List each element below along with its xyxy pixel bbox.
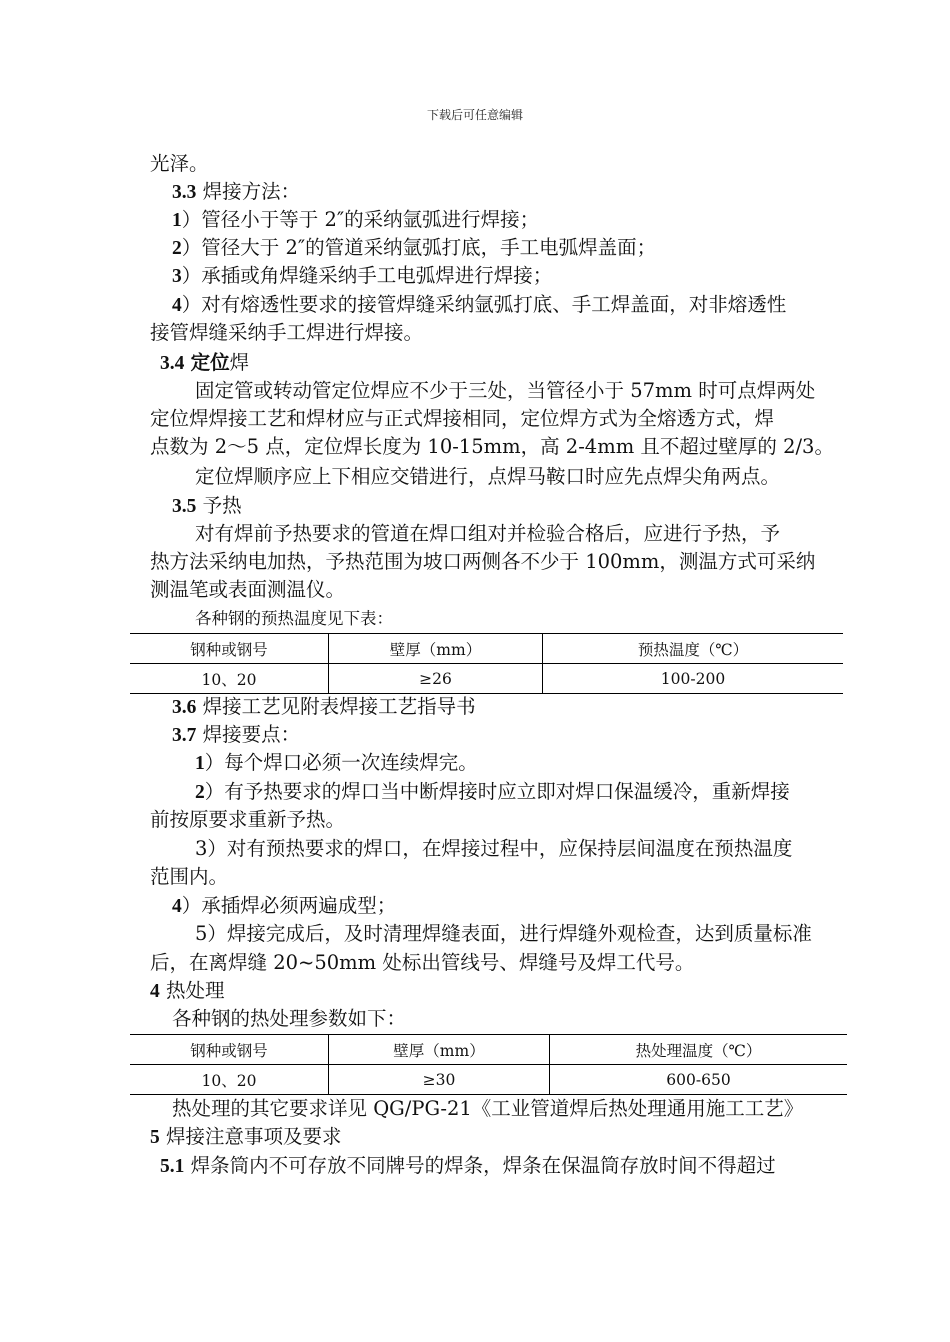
table-header-cell: 钢种或钢号 bbox=[130, 1035, 329, 1065]
text-line: 接管焊缝采纳手工焊进行焊接。 bbox=[150, 321, 424, 344]
table-row bbox=[130, 1065, 847, 1095]
list-item: 2）管径大于 2″的管道采纳氩弧打底，手工电弧焊盖面； bbox=[172, 236, 657, 259]
text-line: 前按原要求重新予热。 bbox=[150, 808, 346, 831]
text-line: 定位焊焊接工艺和焊材应与正式焊接相同，定位焊方式为全熔透方式，焊 bbox=[150, 407, 775, 430]
section-heading-3-3: 3.3 焊接方法： bbox=[172, 180, 301, 203]
table-cell: 10、20 bbox=[130, 1065, 329, 1095]
table-cell: ≥26 bbox=[329, 664, 543, 694]
table-header-cell: 壁厚（mm） bbox=[329, 634, 543, 664]
text-line: 热处理的其它要求详见 QG/PG-21《工业管道焊后热处理通用施工工艺》 bbox=[172, 1097, 804, 1120]
section-heading-5-1: 5.1 焊条筒内不可存放不同牌号的焊条，焊条在保温筒存放时间不得超过 bbox=[160, 1154, 776, 1177]
text-line: 范围内。 bbox=[150, 865, 229, 888]
text-line: 热方法采纳电加热，予热范围为坡口两侧各不少于 100mm，测温方式可采纳 bbox=[150, 550, 816, 573]
table-caption: 各种钢的热处理参数如下： bbox=[172, 1007, 407, 1030]
list-item: 3）承插或角焊缝采纳手工电弧焊进行焊接； bbox=[172, 264, 553, 287]
table-header-cell: 热处理温度（℃） bbox=[550, 1035, 848, 1065]
list-item: 4）对有熔透性要求的接管焊缝采纳氩弧打底、手工焊盖面，对非熔透性 bbox=[172, 293, 787, 316]
section-heading-3-6: 3.6 焊接工艺见附表焊接工艺指导书 bbox=[172, 695, 476, 718]
table-header-row bbox=[130, 634, 843, 664]
section-heading-3-5: 3.5 予热 bbox=[172, 494, 242, 517]
table-caption: 各种钢的预热温度见下表： bbox=[195, 609, 393, 628]
heat-treatment-table bbox=[130, 1034, 847, 1095]
table-header-cell: 壁厚（mm） bbox=[329, 1035, 550, 1065]
table-cell: 10、20 bbox=[130, 664, 329, 694]
text-line: 对有焊前予热要求的管道在焊口组对并检验合格后，应进行予热，予 bbox=[195, 522, 781, 545]
text-line: 后，在离焊缝 20~50mm 处标出管线号、焊缝号及焊工代号。 bbox=[150, 951, 695, 974]
section-heading-3-7: 3.7 焊接要点： bbox=[172, 723, 301, 746]
text-line: 固定管或转动管定位焊应不少于三处，当管径小于 57mm 时可点焊两处 bbox=[195, 379, 816, 402]
list-item: 1）每个焊口必须一次连续焊完。 bbox=[195, 751, 478, 774]
section-heading-5: 5 焊接注意事项及要求 bbox=[150, 1125, 342, 1148]
table-cell: ≥30 bbox=[329, 1065, 550, 1095]
text-line: 点数为 2～5 点，定位焊长度为 10-15mm，高 2-4mm 且不超过壁厚的 2/3。 bbox=[150, 435, 834, 458]
table-row bbox=[130, 664, 843, 694]
text-line: 光泽。 bbox=[150, 152, 209, 175]
list-item: 4）承插焊必须两遍成型； bbox=[172, 894, 397, 917]
list-item: 2）有予热要求的焊口当中断焊接时应立即对焊口保温缓冷，重新焊接 bbox=[195, 780, 790, 803]
text-line: 测温笔或表面测温仪。 bbox=[150, 578, 346, 601]
table-cell: 100-200 bbox=[543, 664, 844, 694]
table-header-cell: 预热温度（℃） bbox=[543, 634, 844, 664]
list-item: 3）对有预热要求的焊口，在焊接过程中，应保持层间温度在预热温度 bbox=[195, 837, 793, 860]
preheat-table bbox=[130, 633, 843, 694]
text-line: 定位焊顺序应上下相应交错进行，点焊马鞍口时应先点焊尖角两点。 bbox=[195, 465, 781, 488]
list-item: 5）焊接完成后，及时清理焊缝表面，进行焊缝外观检查，达到质量标准 bbox=[195, 922, 812, 945]
list-item: 1）管径小于等于 2″的采纳氩弧进行焊接； bbox=[172, 208, 540, 231]
table-header-cell: 钢种或钢号 bbox=[130, 634, 329, 664]
table-cell: 600-650 bbox=[550, 1065, 848, 1095]
page-header: 下载后可任意编辑 bbox=[426, 108, 523, 122]
table-header-row bbox=[130, 1035, 847, 1065]
section-heading-3-4: 3.4 定位焊 bbox=[160, 351, 250, 374]
section-heading-4: 4 热处理 bbox=[150, 979, 225, 1002]
